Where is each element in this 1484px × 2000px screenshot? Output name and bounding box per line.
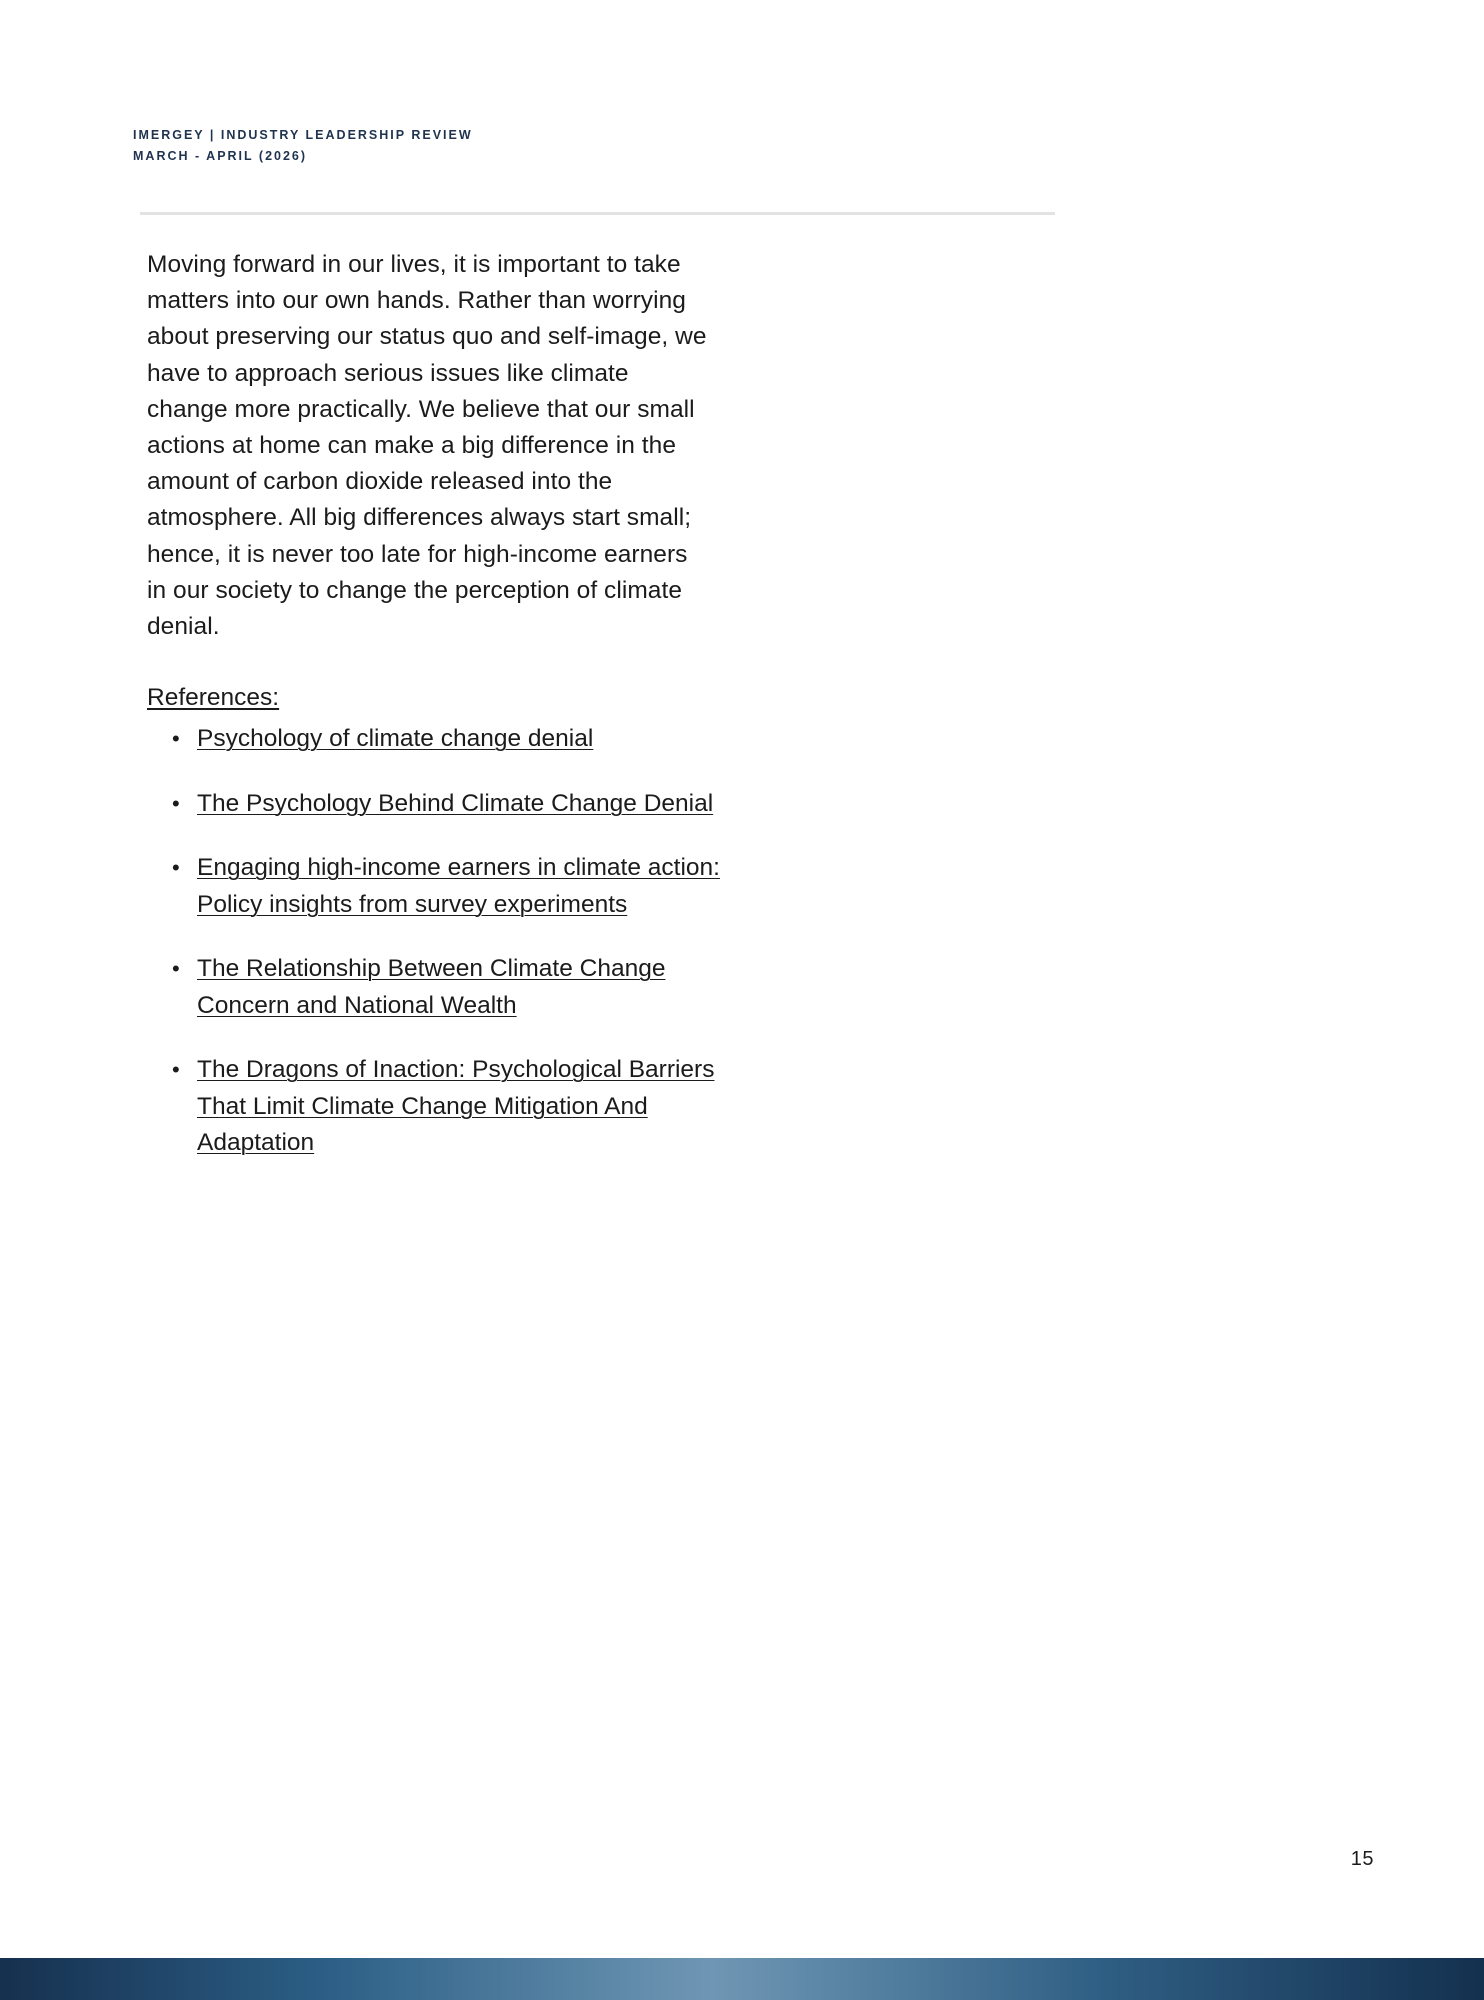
references-list: [147, 721, 727, 1162]
page-number: 15: [1350, 1848, 1374, 1870]
list-item[interactable]: [147, 1052, 727, 1162]
footer-gradient-bar: [0, 1958, 1484, 2000]
content-column: [147, 247, 727, 1190]
reference-link-5[interactable]: The Dragons of Inaction: Psychological Barriers That Limit Climate Change Mitigation And Adaptation: [197, 1056, 715, 1157]
list-item[interactable]: [147, 786, 727, 823]
header-publication-line: IMERGEY | INDUSTRY LEADERSHIP REVIEW: [133, 128, 473, 142]
header-divider: [140, 212, 1055, 215]
references-heading: References:: [147, 684, 280, 712]
list-item[interactable]: [147, 951, 727, 1024]
reference-link-1[interactable]: Psychology of climate change denial: [197, 725, 594, 753]
reference-link-2[interactable]: The Psychology Behind Climate Change Denial: [197, 789, 714, 817]
list-item[interactable]: [147, 850, 727, 923]
reference-link-4[interactable]: The Relationship Between Climate Change Concern and National Wealth: [197, 955, 666, 1019]
page-header: [133, 125, 1033, 167]
list-item[interactable]: [147, 721, 727, 758]
reference-link-3[interactable]: Engaging high-income earners in climate action: Policy insights from survey experiments: [197, 854, 720, 918]
header-issue-line: MARCH - APRIL (2026): [133, 149, 308, 163]
body-paragraph: Moving forward in our lives, it is important to take matters into our own hands. Rather than worrying about preserving our status quo and self-image, we have to approach serious issues like climate change more practically. We believe that our small actions at home can make a big difference in the amount of carbon dioxide released into the atmosphere. All big differences always start small; hence, it is never too late for high-income earners in our society to change the perception of climate denial.: [147, 251, 707, 641]
